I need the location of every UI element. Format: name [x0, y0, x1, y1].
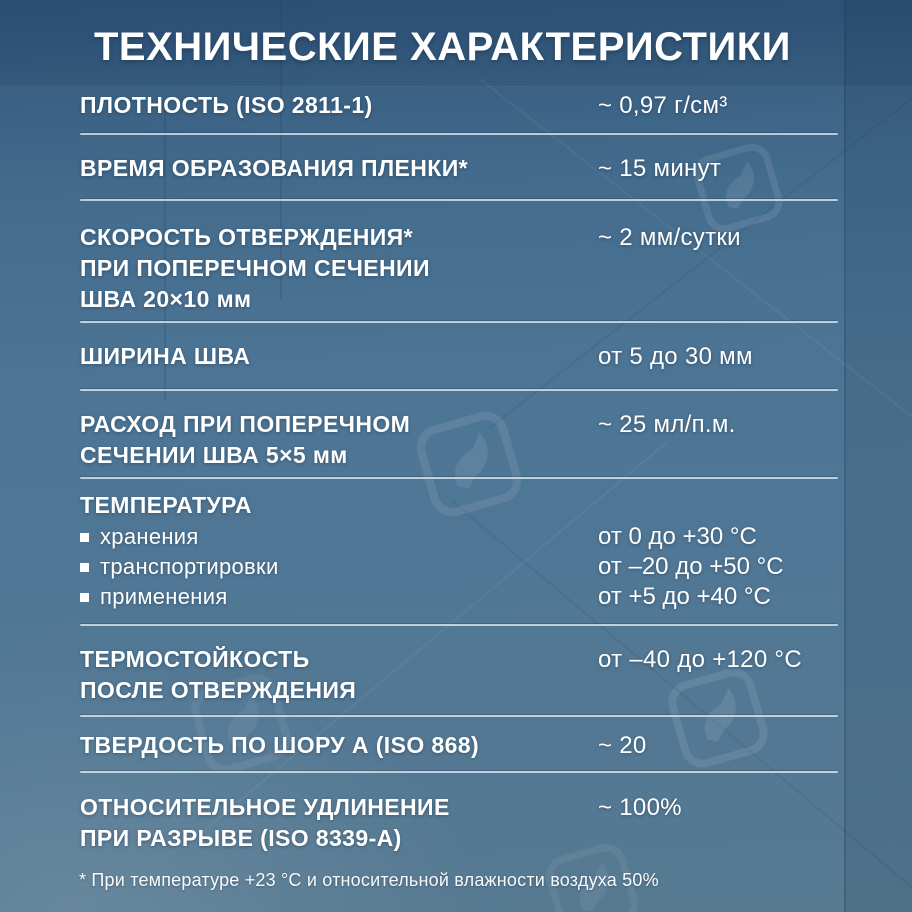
spec-row-shore-hardness — [80, 730, 838, 761]
spec-row-consumption — [80, 409, 838, 471]
spec-value: ~ 25 мл/п.м. — [598, 411, 736, 438]
spec-value: ~ 100% — [598, 794, 682, 821]
divider — [80, 624, 838, 626]
page-title: ТЕХНИЧЕСКИЕ ХАРАКТЕРИСТИКИ — [94, 25, 791, 69]
square-bullet-icon — [80, 593, 89, 602]
spec-row-temperature-application — [80, 582, 838, 612]
divider — [80, 321, 838, 323]
tile-seam-vertical-right — [844, 0, 912, 912]
spec-value: от –40 до +120 °C — [598, 646, 802, 673]
footnote: * При температуре +23 °C и относительной влажности воздуха 50% — [79, 870, 659, 890]
spec-sub-label: транспортировки — [80, 552, 598, 582]
spec-value: от 0 до +30 °C — [598, 523, 757, 550]
spec-value: ~ 15 минут — [598, 155, 722, 182]
spec-row-film-time — [80, 153, 838, 184]
spec-label: ВРЕМЯ ОБРАЗОВАНИЯ ПЛЕНКИ* — [80, 155, 468, 181]
spec-sub-label: хранения — [80, 522, 598, 552]
spec-value: от 5 до 30 мм — [598, 343, 753, 370]
spec-value: ~ 0,97 г/см³ — [598, 92, 728, 119]
divider — [80, 133, 838, 135]
spec-label: РАСХОД ПРИ ПОПЕРЕЧНОМ СЕЧЕНИИ ШВА 5×5 мм — [80, 411, 411, 468]
spec-label: ОТНОСИТЕЛЬНОЕ УДЛИНЕНИЕ ПРИ РАЗРЫВЕ (ISO 8339-А) — [80, 794, 450, 851]
divider — [80, 477, 838, 479]
spec-value: от +5 до +40 °C — [598, 583, 771, 610]
spec-label: ТЕРМОСТОЙКОСТЬ ПОСЛЕ ОТВЕРЖДЕНИЯ — [80, 646, 357, 703]
spec-value: ~ 20 — [598, 732, 647, 759]
divider — [80, 199, 838, 201]
spec-row-density — [80, 90, 838, 121]
spec-value: ~ 2 мм/сутки — [598, 224, 741, 251]
spec-label: ТЕМПЕРАТУРА — [80, 492, 252, 518]
spec-label: ТВЕРДОСТЬ ПО ШОРУ А (ISO 868) — [80, 732, 480, 758]
square-bullet-icon — [80, 533, 89, 542]
spec-row-temperature-transport — [80, 552, 838, 582]
square-bullet-icon — [80, 563, 89, 572]
spec-row-seam-width — [80, 341, 838, 372]
spec-row-temperature-storage — [80, 522, 838, 552]
spec-label: ПЛОТНОСТЬ (ISO 2811-1) — [80, 92, 373, 118]
spec-row-elongation — [80, 792, 838, 854]
spec-row-heat-resistance — [80, 644, 838, 706]
spec-value: от –20 до +50 °C — [598, 553, 784, 580]
spec-label: ШИРИНА ШВА — [80, 343, 251, 369]
spec-row-curing-speed — [80, 222, 838, 315]
spec-label: СКОРОСТЬ ОТВЕРЖДЕНИЯ* ПРИ ПОПЕРЕЧНОМ СЕЧЕНИИ ШВА 20×10 мм — [80, 224, 430, 312]
spec-sub-label: применения — [80, 582, 598, 612]
divider — [80, 715, 838, 717]
spec-row-temperature-header — [80, 490, 838, 521]
divider — [80, 771, 838, 773]
divider — [80, 389, 838, 391]
